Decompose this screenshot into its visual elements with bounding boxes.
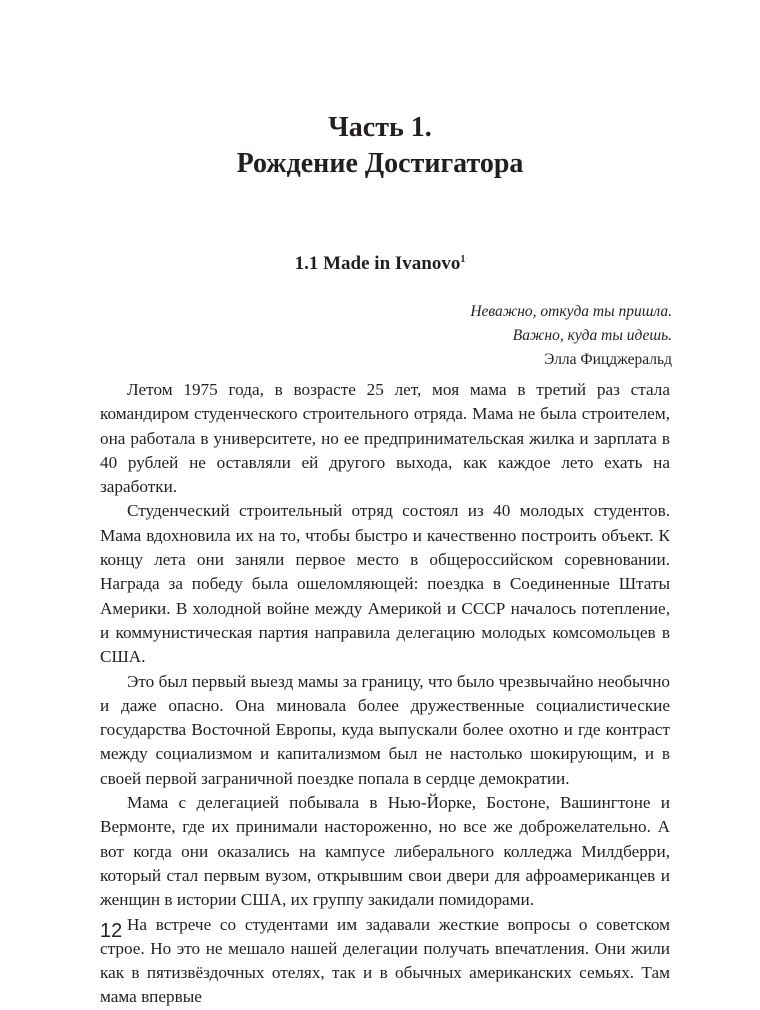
- paragraph-5: На встрече со студентами им задавали жесткие вопросы о советском строе. Но это не мешало нашей делегации получать впечатления. Они жили как в пятизвёздочных отелях, так и в обычных американских семьях. Там мама впервые: [100, 914, 670, 1007]
- section-heading: [0, 251, 760, 280]
- paragraph-1: Летом 1975 года, в возрасте 25 лет, моя мама в третий раз стала командиром студенческого строительного отряда. Мама не была строителем, она работала в университете, но ее предпринимательская жилка и зарплата в 40 рублей не оставляли ей другого выхода, как каждое лето ехать на заработки.: [100, 380, 670, 497]
- epigraph-author: Элла Фицджеральд: [544, 351, 672, 368]
- epigraph-line-1: Неважно, откуда ты пришла.: [470, 303, 672, 320]
- paragraph-3: Это был первый выезд мамы за границу, что было чрезвычайно необычно и даже опасно. Она миновала более дружественные социалистические государства Восточной Европы, куда выпускали более охотно и где контраст между социализмом и капитализмом был не настолько шокирующим, и в своей первой заграничной поездке попала в сердце демократии.: [100, 671, 670, 788]
- chapter-title: Рождение Достигатора: [236, 148, 524, 179]
- epigraph: [470, 300, 672, 372]
- section-title: 1.1 Made in Ivanovo: [294, 253, 461, 274]
- footnote-mark: 1: [460, 254, 466, 265]
- chapter-number: Часть 1.: [328, 112, 432, 143]
- chapter-heading: [0, 110, 760, 182]
- page-number: 12: [100, 920, 123, 942]
- epigraph-line-2: Важно, куда ты идешь.: [512, 327, 672, 344]
- body-text: [100, 378, 670, 1010]
- paragraph-4: Мама с делегацией побывала в Нью-Йорке, Бостоне, Вашингтоне и Вермонте, где их принимали настороженно, но все же доброжелательно. А вот когда они оказались на кампусе либерального колледжа Милдберри, который стал первым вузом, открывшим свои двери для афроамериканцев и женщин в истории США, их группу закидали помидорами.: [100, 793, 670, 910]
- paragraph-2: Студенческий строительный отряд состоял из 40 молодых студентов. Мама вдохновила их на то, чтобы быстро и качественно построить объект. К концу лета они заняли первое место в общероссийском соревновании. Награда за победу была ошеломляющей: поездка в Соединенные Штаты Америки. В холодной войне между Америкой и СССР началось потепление, и коммунистическая партия направила делегацию молодых комсомольцев в США.: [100, 501, 670, 667]
